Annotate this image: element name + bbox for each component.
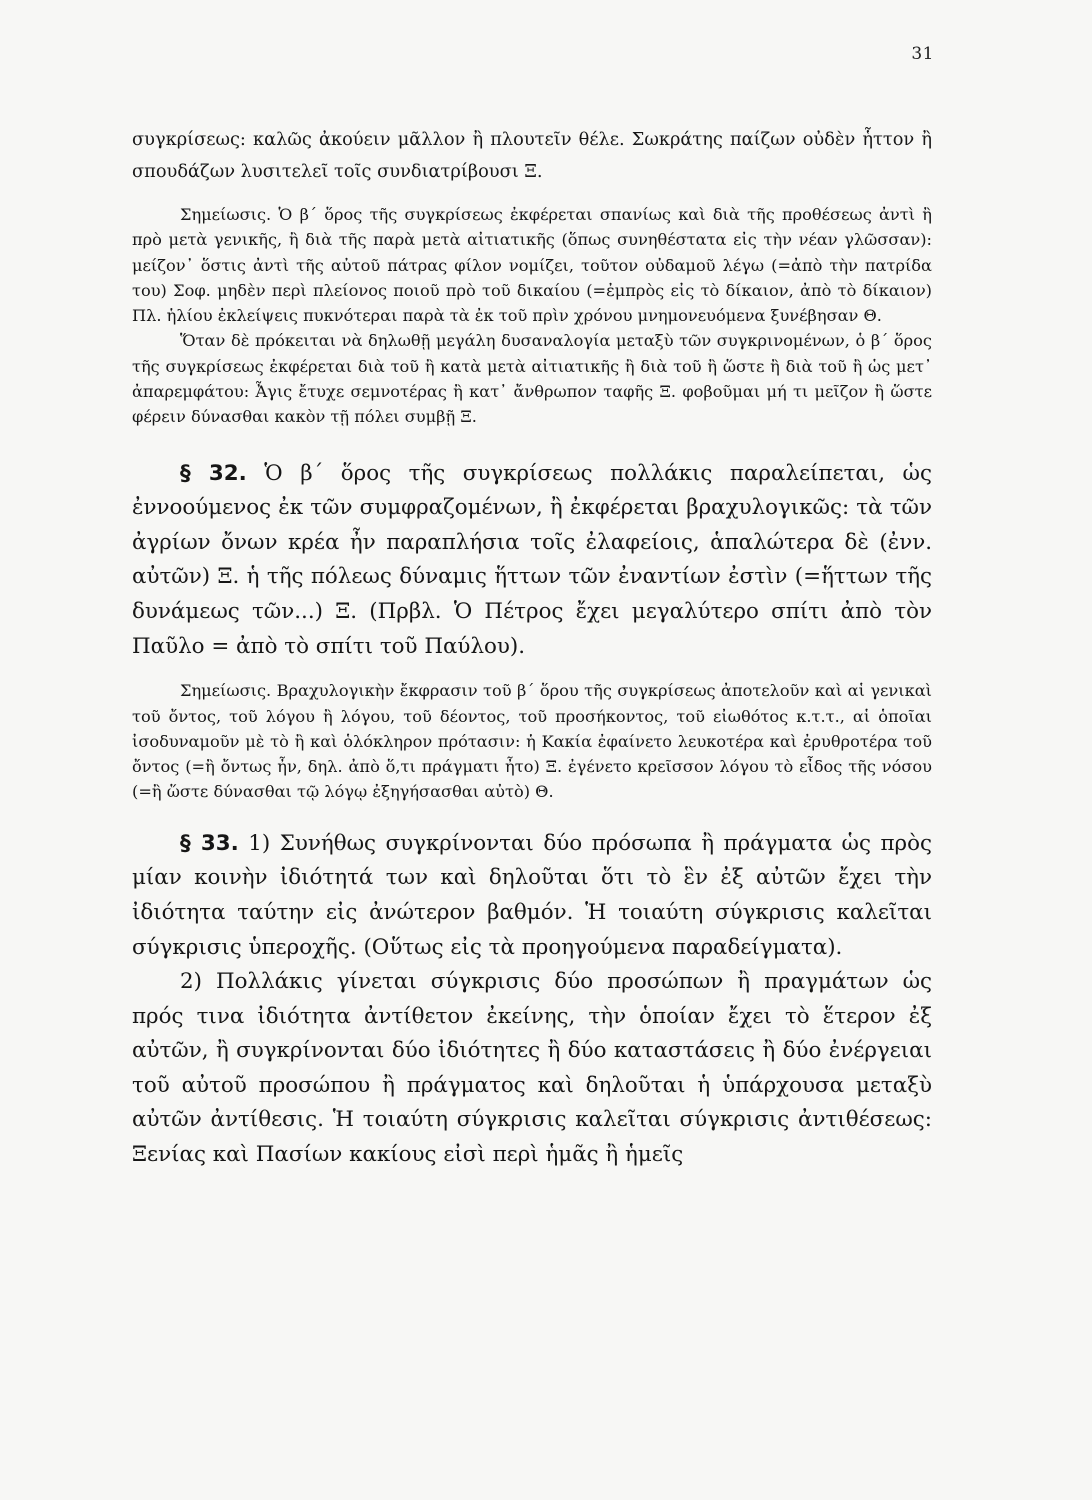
section-number-32: § 32. <box>180 460 247 486</box>
section-33-text: 1) Συνήθως συγκρίνονται δύο πρόσωπα ἢ πράγματα ὡς πρὸς μίαν κοινὴν ἰδιότητά των καὶ δηλοῦται ὅτι τὸ ἓν ἐξ αὐτῶν ἔχει τὴν ἰδιότητα ταύτην εἰς ἀνώτερον βαθμόν. Ἡ τοιαύτη σύγκρισις καλεῖται σύγκρισις ὑπεροχῆς. (Οὕτως εἰς τὰ προηγούμενα παραδείγματα). <box>132 830 932 960</box>
paragraph-continuation: συγκρίσεως: καλῶς ἀκούειν μᾶλλον ἢ πλουτεῖν θέλε. Σωκράτης παίζων οὐδὲν ἧττον ἢ σπουδάζων λυσιτελεῖ τοῖς συνδιατρίβουσι Ξ. <box>132 129 932 182</box>
section-32-text: Ὁ β΄ ὅρος τῆς συγκρίσεως πολλάκις παραλείπεται, ὡς ἐννοούμενος ἐκ τῶν συμφραζομένων, ἢ ἐκφέρεται βραχυλογικῶς: τὰ τῶν ἀγρίων ὄνων κρέα ἦν παραπλήσια τοῖς ἐλαφείοις, ἁπαλώτερα δὲ (ἐνν. αὐτῶν) Ξ. ἡ τῆς πόλεως δύναμις ἥττων τῶν ἐναντίων ἐστὶν (=ἥττων τῆς δυνάμεως τῶν...) Ξ. (Πρβλ. Ὁ Πέτρος ἔχει μεγαλύτερο σπίτι ἀπὸ τὸν Παῦλο = ἀπὸ τὸ σπίτι τοῦ Παύλου). <box>132 460 932 659</box>
note-paragraph-2: Ὅταν δὲ πρόκειται νὰ δηλωθῇ μεγάλη δυσαναλογία μεταξὺ τῶν συγκρινομένων, ὁ β΄ ὅρος τῆς συγκρίσεως ἐκφέρεται διὰ τοῦ ἢ κατὰ μετὰ αἰτιατικῆς ἢ διὰ τοῦ ἢ ὥστε ἢ διὰ τοῦ ἢ ὡς μετ᾽ ἀπαρεμφάτου: Ἆγις ἔτυχε σεμνοτέρας ἢ κατ᾽ ἄνθρωπον ταφῆς Ξ. φοβοῦμαι μή τι μεῖζον ἢ ὥστε φέρειν δύνασθαι κακὸν τῇ πόλει συμβῇ Ξ. <box>132 331 932 427</box>
section-32-paragraph <box>132 457 932 665</box>
note-paragraph-1: Σημείωσις. Ὁ β΄ ὅρος τῆς συγκρίσεως ἐκφέρεται σπανίως καὶ διὰ τῆς προθέσεως ἀντὶ ἢ πρὸ μετὰ γενικῆς, ἢ διὰ τῆς παρὰ μετὰ αἰτιατικῆς (ὅπως συνηθέστατα εἰς τὴν νέαν γλῶσσαν): μείζον᾽ ὅστις ἀντὶ τῆς αὐτοῦ πάτρας φίλον νομίζει, τοῦτον οὐδαμοῦ λέγω (=ἀπὸ τὴν πατρίδα του) Σοφ. μηδὲν περὶ πλείονος ποιοῦ πρὸ τοῦ δικαίου (=ἐμπρὸς εἰς τὸ δίκαιον, ἀπὸ τὸ δίκαιον) Πλ. ἡλίου ἐκλείψεις πυκνότεραι παρὰ τὰ ἐκ τοῦ πρὶν χρόνου μνημονευόμενα ξυνέβησαν Θ. <box>132 205 932 326</box>
section-number-33: § 33. <box>180 830 239 856</box>
page-number: 31 <box>911 44 934 64</box>
page-body <box>132 124 932 1173</box>
section-33-paragraph <box>132 827 932 965</box>
section-33-paragraph-2: 2) Πολλάκις γίνεται σύγκρισις δύο προσώπων ἢ πραγμάτων ὡς πρός τινα ἰδιότητα ἀντίθετον ἐκείνης, τὴν ὁποίαν ἔχει τὸ ἕτερον ἐξ αὐτῶν, ἢ συγκρίνονται δύο ἰδιότητες ἢ δύο καταστάσεις ἢ δύο ἐνέργειαι τοῦ αὐτοῦ προσώπου ἢ πράγματος καὶ δηλοῦται ἡ ὑπάρχουσα μεταξὺ αὐτῶν ἀντίθεσις. Ἡ τοιαύτη σύγκρισις καλεῖται σύγκρισις ἀντιθέσεως: Ξενίας καὶ Πασίων κακίους εἰσὶ περὶ ἡμᾶς ἢ ἡμεῖς <box>132 969 932 1168</box>
note-paragraph-3: Σημείωσις. Βραχυλογικὴν ἔκφρασιν τοῦ β΄ ὅρου τῆς συγκρίσεως ἀποτελοῦν καὶ αἱ γενικαὶ τοῦ ὄντος, τοῦ λόγου ἢ λόγου, τοῦ δέοντος, τοῦ προσήκοντος, τοῦ εἰωθότος κ.τ.τ., αἱ ὁποῖαι ἰσοδυναμοῦν μὲ τὸ ἢ καὶ ὁλόκληρον πρότασιν: ἡ Κακία ἐφαίνετο λευκοτέρα καὶ ἐρυθροτέρα τοῦ ὄντος (=ἢ ὄντως ἦν, δηλ. ἀπὸ ὅ,τι πράγματι ἦτο) Ξ. ἐγένετο κρεῖσσον λόγου τὸ εἶδος τῆς νόσου (=ἢ ὥστε δύνασθαι τῷ λόγῳ ἐξηγήσασθαι αὐτὸ) Θ. <box>132 681 932 802</box>
